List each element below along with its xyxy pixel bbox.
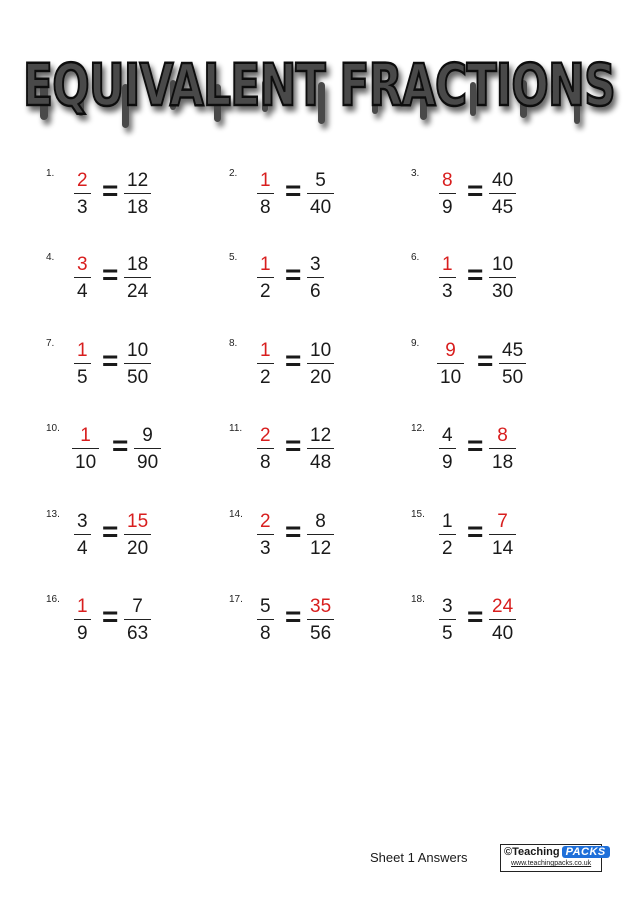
logo-url: www.teachingpacks.co.uk [511,860,592,867]
right-fraction [307,511,334,559]
problem-7 [46,338,216,400]
equals-sign: = [285,516,302,547]
problem-4 [46,252,216,314]
left-denominator: 2 [442,538,453,559]
problem-13 [46,509,216,571]
left-numerator: 3 [74,254,91,278]
equals-sign: = [477,345,494,376]
right-denominator: 18 [492,452,514,473]
left-fraction [437,340,464,388]
right-denominator: 24 [127,281,149,302]
right-denominator: 14 [492,538,514,559]
right-denominator: 50 [502,367,524,388]
left-numerator: 2 [257,511,274,535]
left-numerator: 1 [439,511,456,535]
left-denominator: 2 [260,281,271,302]
right-denominator: 12 [310,538,332,559]
right-fraction [489,254,516,302]
equals-sign: = [102,259,119,290]
left-numerator: 8 [439,170,456,194]
problem-11 [229,423,399,485]
left-numerator: 3 [439,596,456,620]
logo-packs: PACKS [562,846,610,858]
right-denominator: 45 [492,197,514,218]
left-fraction [74,254,91,302]
right-numerator: 45 [499,340,526,364]
right-fraction [489,596,516,644]
right-denominator: 50 [127,367,149,388]
right-fraction [124,596,151,644]
right-numerator: 10 [124,340,151,364]
right-denominator: 18 [127,197,149,218]
left-numerator: 1 [74,596,91,620]
right-numerator: 8 [307,511,334,535]
left-denominator: 3 [77,197,88,218]
problem-number: 1. [46,168,55,179]
left-fraction [74,596,91,644]
problem-number: 15. [411,509,425,520]
right-denominator: 48 [310,452,332,473]
problem-1 [46,168,216,230]
left-fraction [439,425,456,473]
problem-9 [411,338,581,400]
left-fraction [439,511,456,559]
title-text: EQUIVALENT FRACTIONS [23,51,615,119]
equals-sign: = [285,601,302,632]
problem-10 [46,423,216,485]
left-denominator: 9 [77,623,88,644]
left-denominator: 8 [260,452,271,473]
equals-sign: = [285,175,302,206]
problem-number: 12. [411,423,425,434]
problem-number: 11. [229,423,243,434]
left-denominator: 8 [260,623,271,644]
equals-sign: = [467,175,484,206]
left-denominator: 2 [260,367,271,388]
right-fraction [124,340,151,388]
left-fraction [257,425,274,473]
problem-number: 14. [229,509,243,520]
problem-18 [411,594,581,656]
right-denominator: 20 [127,538,149,559]
problem-number: 2. [229,168,238,179]
equals-sign: = [467,516,484,547]
problem-14 [229,509,399,571]
right-numerator: 3 [307,254,324,278]
equals-sign: = [285,345,302,376]
problem-number: 17. [229,594,243,605]
problem-2 [229,168,399,230]
right-denominator: 90 [137,452,159,473]
equals-sign: = [285,430,302,461]
left-numerator: 5 [257,596,274,620]
left-denominator: 3 [260,538,271,559]
right-fraction [307,340,334,388]
equals-sign: = [112,430,129,461]
right-fraction [499,340,526,388]
equals-sign: = [467,601,484,632]
right-fraction [307,170,334,218]
right-fraction [489,425,516,473]
left-denominator: 10 [440,367,462,388]
problem-number: 13. [46,509,60,520]
equals-sign: = [102,345,119,376]
right-denominator: 40 [310,197,332,218]
right-numerator: 5 [307,170,334,194]
right-numerator: 12 [124,170,151,194]
equals-sign: = [467,430,484,461]
right-denominator: 30 [492,281,514,302]
problem-number: 4. [46,252,55,263]
equals-sign: = [102,175,119,206]
right-numerator: 9 [134,425,161,449]
left-fraction [257,340,274,388]
left-denominator: 3 [442,281,453,302]
problem-number: 16. [46,594,60,605]
right-numerator: 10 [489,254,516,278]
right-numerator: 10 [307,340,334,364]
right-fraction [489,170,516,218]
left-fraction [439,596,456,644]
left-denominator: 4 [77,281,88,302]
logo-wordmark [504,846,610,858]
right-fraction [124,511,151,559]
problem-16 [46,594,216,656]
problem-5 [229,252,399,314]
right-numerator: 35 [307,596,334,620]
logo-prefix: ©Teaching [504,846,560,858]
left-fraction [72,425,99,473]
problem-number: 10. [46,423,60,434]
left-fraction [74,340,91,388]
right-numerator: 12 [307,425,334,449]
right-fraction [307,254,324,302]
problem-number: 6. [411,252,420,263]
problem-number: 8. [229,338,238,349]
left-fraction [439,170,456,218]
right-numerator: 15 [124,511,151,535]
left-denominator: 10 [75,452,97,473]
problem-3 [411,168,581,230]
left-denominator: 9 [442,197,453,218]
problem-number: 9. [411,338,420,349]
left-numerator: 2 [74,170,91,194]
left-denominator: 9 [442,452,453,473]
problem-number: 5. [229,252,238,263]
left-numerator: 1 [257,340,274,364]
right-denominator: 6 [310,281,321,302]
equals-sign: = [102,601,119,632]
equals-sign: = [102,516,119,547]
right-fraction [489,511,516,559]
right-numerator: 18 [124,254,151,278]
right-numerator: 7 [489,511,516,535]
problem-number: 3. [411,168,420,179]
right-numerator: 40 [489,170,516,194]
left-fraction [257,254,274,302]
problem-number: 18. [411,594,425,605]
problem-6 [411,252,581,314]
left-denominator: 5 [77,367,88,388]
equals-sign: = [285,259,302,290]
right-fraction [134,425,161,473]
right-fraction [307,596,334,644]
left-numerator: 1 [257,170,274,194]
equals-sign: = [467,259,484,290]
right-numerator: 7 [124,596,151,620]
left-fraction [74,511,91,559]
right-fraction [124,254,151,302]
right-numerator: 24 [489,596,516,620]
left-fraction [74,170,91,218]
left-denominator: 4 [77,538,88,559]
problem-17 [229,594,399,656]
right-fraction [307,425,334,473]
left-numerator: 4 [439,425,456,449]
left-fraction [257,596,274,644]
problem-12 [411,423,581,485]
left-denominator: 8 [260,197,271,218]
right-fraction [124,170,151,218]
left-numerator: 1 [439,254,456,278]
left-denominator: 5 [442,623,453,644]
left-numerator: 2 [257,425,274,449]
problem-number: 7. [46,338,55,349]
problem-8 [229,338,399,400]
left-numerator: 1 [72,425,99,449]
right-denominator: 63 [127,623,149,644]
left-numerator: 3 [74,511,91,535]
right-numerator: 8 [489,425,516,449]
left-fraction [257,170,274,218]
left-numerator: 1 [74,340,91,364]
left-numerator: 9 [437,340,464,364]
left-fraction [257,511,274,559]
right-denominator: 56 [310,623,332,644]
right-denominator: 40 [492,623,514,644]
right-denominator: 20 [310,367,332,388]
left-numerator: 1 [257,254,274,278]
sheet-label: Sheet 1 Answers [370,850,468,865]
problem-15 [411,509,581,571]
teaching-packs-logo [500,844,606,872]
left-fraction [439,254,456,302]
